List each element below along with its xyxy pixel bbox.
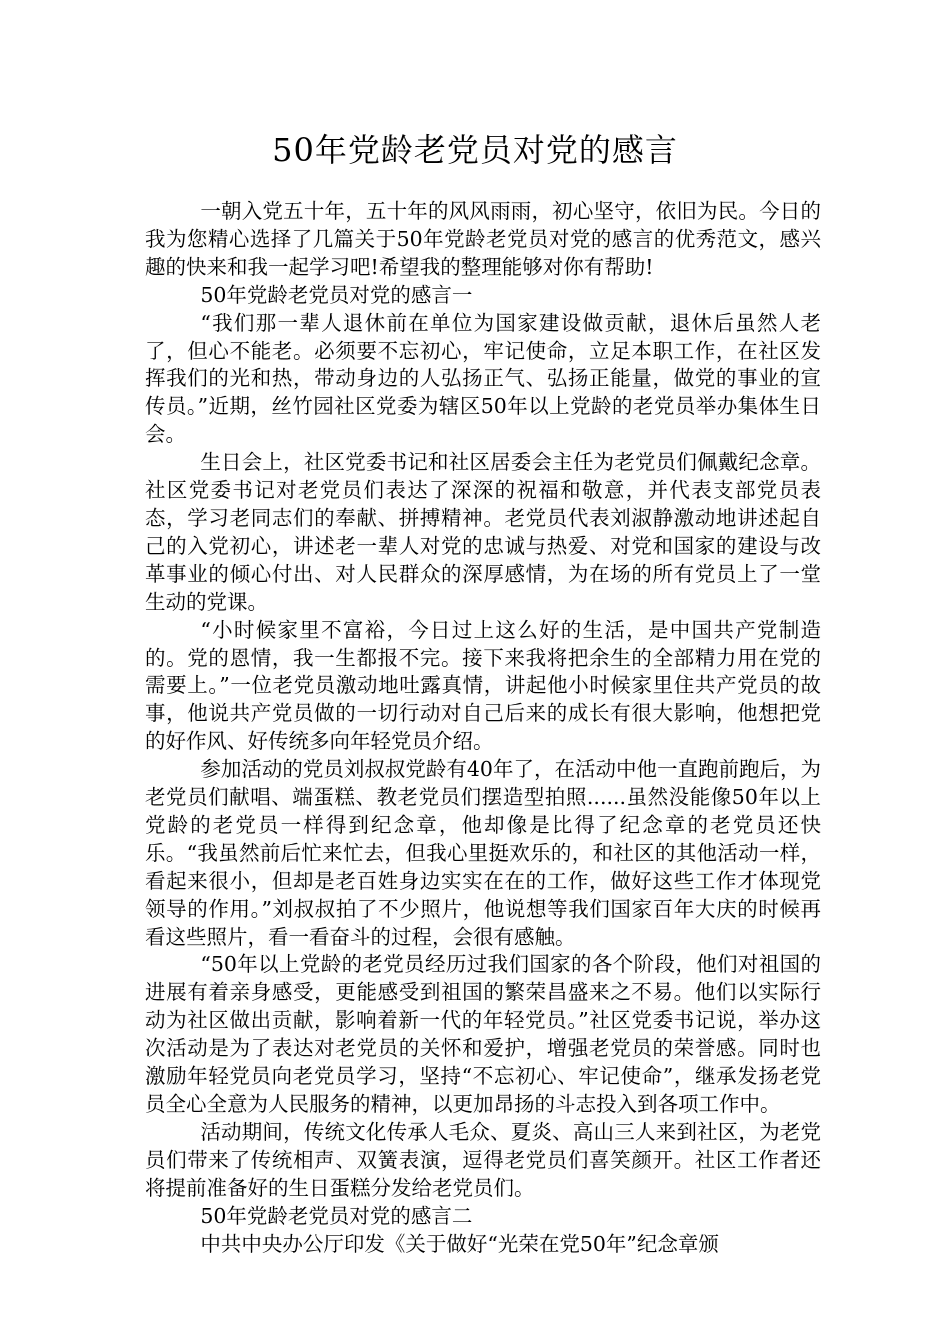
document-title: 50年党龄老党员对党的感言 — [272, 131, 678, 169]
section-heading-1: 50年党龄老党员对党的感言一 — [200, 282, 473, 307]
body-paragraph: 中共中央办公厅印发《关于做好“光荣在党50年”纪念章颁 — [200, 1231, 719, 1256]
body-paragraph: 生日会上，社区党委书记和社区居委会主任为老党员们佩戴纪念章。社区党委书记对老党员们表达了深深的祝福和敬意，并代表支部党员表态，学习老同志们的奉献、拼搏精神。老党员代表刘淑静激动地讲述起自己的入党初心，讲述老一辈人对党的忠诚与热爱、对党和国家的建设与改革事业的倾心付出、对人民群众的深厚感情，为在场的所有党员上了一堂生动的党课。 — [145, 450, 821, 614]
body-paragraph: 参加活动的党员刘叔叔党龄有40年了，在活动中他一直跑前跑后，为老党员们献唱、端蛋糕、教老党员们摆造型拍照......虽然没能像50年以上党龄的老党员一样得到纪念章，他却像是比得了纪念章的老党员还快乐。“我虽然前后忙来忙去，但我心里挺欢乐的，和社区的其他活动一样，看起来很小，但却是老百姓身边实实在在的工作，做好这些工作才体现党领导的作用。”刘叔叔拍了不少照片，他说想等我们国家百年大庆的时候再看这些照片，看一看奋斗的过程，会很有感触。 — [145, 757, 821, 949]
section-heading-2: 50年党龄老党员对党的感言二 — [200, 1203, 473, 1228]
document-body — [145, 198, 821, 1258]
intro-paragraph: 一朝入党五十年，五十年的风风雨雨，初心坚守，依旧为民。今日的我为您精心选择了几篇关于50年党龄老党员对党的感言的优秀范文，感兴趣的快来和我一起学习吧!希望我的整理能够对你有帮助! — [145, 199, 821, 279]
body-paragraph: “50年以上党龄的老党员经历过我们国家的各个阶段，他们对祖国的进展有着亲身感受，更能感受到祖国的繁荣昌盛来之不易。他们以实际行动为社区做出贡献，影响着新一代的年轻党员。”社区党委书记说，举办这次活动是为了表达对老党员的关怀和爱护，增强老党员的荣誉感。同时也激励年轻党员向老党员学习，坚持“不忘初心、牢记使命”，继承发扬老党员全心全意为人民服务的精神，以更加昂扬的斗志投入到各项工作中。 — [145, 952, 821, 1116]
body-paragraph: 活动期间，传统文化传承人毛众、夏炎、高山三人来到社区，为老党员们带来了传统相声、双簧表演，逗得老党员们喜笑颜开。社区工作者还将提前准备好的生日蛋糕分发给老党员们。 — [145, 1119, 821, 1200]
body-paragraph: “我们那一辈人退休前在单位为国家建设做贡献，退休后虽然人老了，但心不能老。必须要不忘初心，牢记使命，立足本职工作，在社区发挥我们的光和热，带动身边的人弘扬正气、弘扬正能量，做党的事业的宣传员。”近期，丝竹园社区党委为辖区50年以上党龄的老党员举办集体生日会。 — [145, 310, 821, 447]
body-paragraph: “小时候家里不富裕，今日过上这么好的生活，是中国共产党制造的。党的恩情，我一生都报不完。接下来我将把余生的全部精力用在党的需要上。”一位老党员激动地吐露真情，讲起他小时候家里住共产党员的故事，他说共产党员做的一切行动对自己后来的成长有很大影响，他想把党的好作风、好传统多向年轻党员介绍。 — [145, 617, 821, 754]
